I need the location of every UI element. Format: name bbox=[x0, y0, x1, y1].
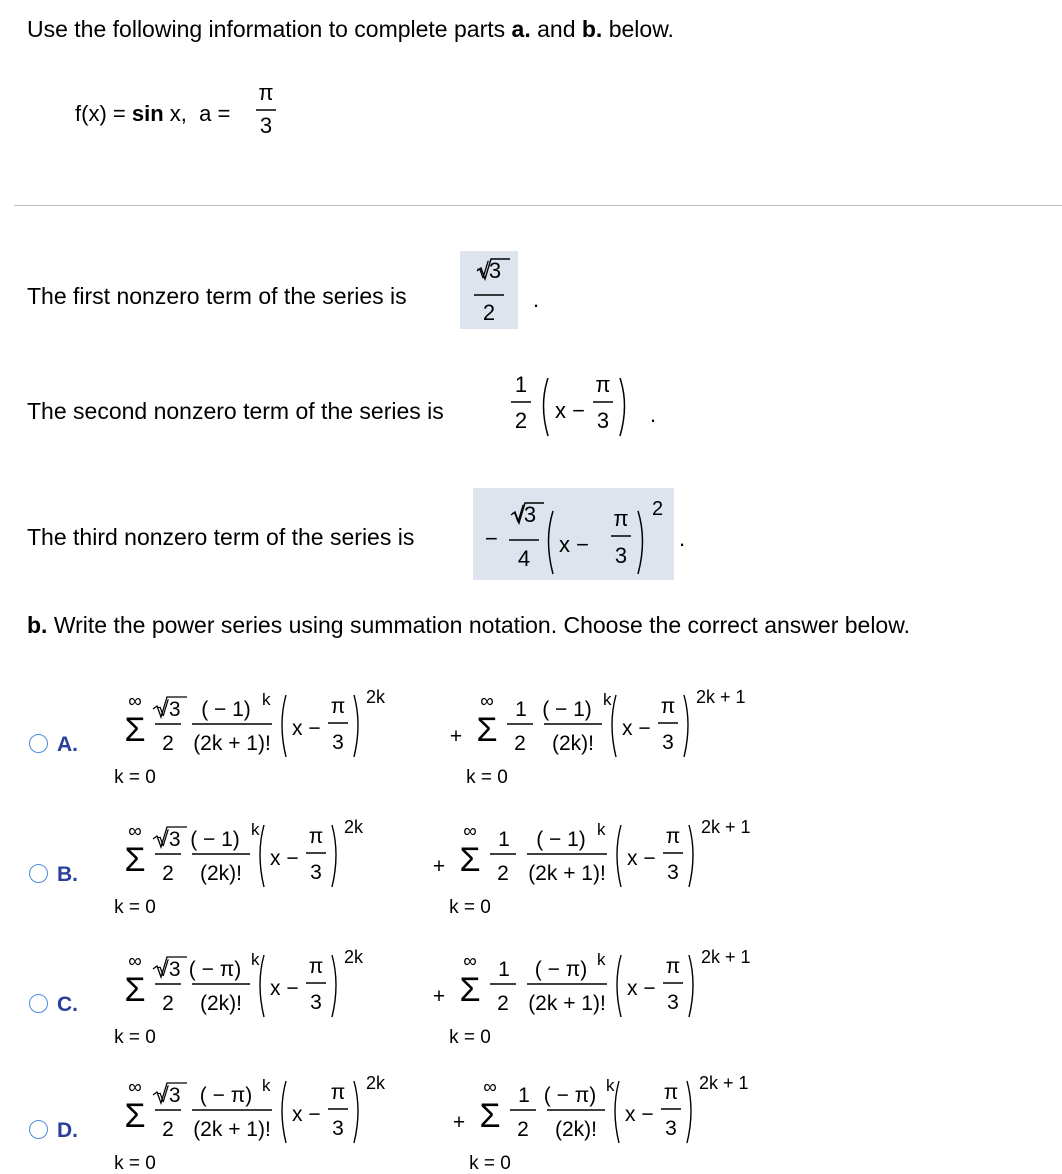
left-paren bbox=[615, 1081, 619, 1143]
term1-numerator: √3 bbox=[476, 258, 502, 283]
x-minus: x − bbox=[292, 717, 321, 740]
option-formula bbox=[0, 947, 940, 1048]
term1-denominator: 2 bbox=[482, 300, 496, 325]
left-paren bbox=[260, 825, 264, 887]
part-b-ref: b. bbox=[581, 16, 603, 42]
three-denominator: 3 bbox=[310, 861, 322, 884]
sum-lower-limit: k = 0 bbox=[469, 1153, 511, 1174]
coef-denominator: 2 bbox=[497, 862, 509, 885]
func-prefix: f(x) = bbox=[75, 101, 132, 126]
part-b-label: b. bbox=[27, 612, 48, 638]
answer-option-c[interactable] bbox=[0, 947, 1062, 1048]
coef-numerator: 1 bbox=[514, 372, 528, 397]
part-b-text: Write the power series using summation notation. Choose the correct answer below. bbox=[47, 612, 910, 638]
power-exponent: 2k bbox=[366, 687, 386, 707]
x-minus: x − bbox=[627, 847, 656, 870]
coef-numerator: 1 bbox=[498, 958, 510, 981]
power-exponent: 2k bbox=[344, 947, 364, 967]
left-paren bbox=[549, 511, 554, 574]
coef-denominator: 2 bbox=[162, 992, 174, 1015]
coef-denominator: 2 bbox=[514, 732, 526, 755]
option-letter: D. bbox=[57, 1119, 78, 1142]
coef-numerator: √3 bbox=[157, 828, 181, 851]
factor-exponent: k bbox=[262, 690, 271, 709]
instruction bbox=[27, 18, 674, 41]
divider bbox=[14, 205, 1062, 206]
a-denominator: 3 bbox=[259, 113, 273, 138]
right-paren bbox=[332, 825, 336, 887]
option-formula bbox=[0, 817, 940, 918]
left-paren bbox=[612, 695, 616, 757]
func-suffix: x, a = bbox=[163, 101, 237, 126]
factor-denominator: (2k)! bbox=[200, 862, 242, 885]
pi-numerator: π bbox=[330, 695, 346, 718]
term3-label: The third nonzero term of the series is bbox=[27, 524, 415, 550]
coef-numerator: √3 bbox=[157, 958, 181, 981]
factor-numerator: ( − 1) bbox=[536, 828, 586, 851]
sum-lower-limit: k = 0 bbox=[466, 767, 508, 788]
three-denominator: 3 bbox=[665, 1117, 677, 1140]
factor-exponent: k bbox=[262, 1076, 271, 1095]
three-denominator: 3 bbox=[667, 861, 679, 884]
sigma-symbol: Σ bbox=[124, 971, 146, 1009]
sum-lower-limit: k = 0 bbox=[114, 1153, 156, 1174]
coef-numerator: 1 bbox=[498, 828, 510, 851]
sum-lower-limit: k = 0 bbox=[114, 897, 156, 918]
instruction-text: Use the following information to complete parts bbox=[27, 16, 512, 42]
factor-exponent: k bbox=[606, 1076, 615, 1095]
pi-numerator: π bbox=[595, 372, 611, 397]
three-denominator: 3 bbox=[310, 991, 322, 1014]
pi-numerator: π bbox=[663, 1081, 679, 1104]
right-paren bbox=[684, 695, 688, 757]
pi-numerator: π bbox=[665, 955, 681, 978]
option-letter: C. bbox=[57, 993, 78, 1016]
coef-denominator: 4 bbox=[517, 546, 531, 571]
factor-denominator: (2k + 1)! bbox=[528, 992, 606, 1015]
factor-denominator: (2k + 1)! bbox=[193, 1118, 271, 1141]
left-paren bbox=[617, 955, 621, 1017]
answer-option-d[interactable] bbox=[0, 1073, 1062, 1174]
term2-answer bbox=[505, 370, 635, 442]
sigma-symbol: Σ bbox=[124, 1097, 146, 1135]
factor-exponent: k bbox=[251, 820, 260, 839]
three-denominator: 3 bbox=[614, 543, 628, 568]
func-sin: sin bbox=[131, 101, 164, 126]
exponent-two: 2 bbox=[652, 498, 664, 520]
factor-numerator: ( − π) bbox=[543, 1084, 597, 1107]
sigma-symbol: Σ bbox=[124, 841, 146, 879]
pi-numerator: π bbox=[660, 695, 676, 718]
power-exponent: 2k bbox=[366, 1073, 386, 1093]
term2-label: The second nonzero term of the series is bbox=[27, 398, 444, 424]
power-exponent: 2k + 1 bbox=[701, 817, 751, 837]
sum-upper-limit: ∞ bbox=[128, 951, 142, 972]
left-paren bbox=[282, 695, 286, 757]
factor-denominator: (2k + 1)! bbox=[528, 862, 606, 885]
option-formula bbox=[0, 1073, 940, 1174]
answer-option-b[interactable] bbox=[0, 817, 1062, 918]
sum-upper-limit: ∞ bbox=[128, 1077, 142, 1098]
factor-numerator: ( − 1) bbox=[190, 828, 240, 851]
plus-sign: + bbox=[432, 855, 446, 878]
coef-numerator: √3 bbox=[157, 698, 181, 721]
term1-label: The first nonzero term of the series is bbox=[27, 283, 407, 309]
sum-upper-limit: ∞ bbox=[128, 691, 142, 712]
a-numerator: π bbox=[258, 80, 274, 105]
coef-denominator: 2 bbox=[162, 732, 174, 755]
x-minus: x − bbox=[555, 398, 585, 423]
sum-upper-limit: ∞ bbox=[480, 691, 494, 712]
left-paren bbox=[282, 1081, 286, 1143]
right-paren bbox=[689, 955, 693, 1017]
coef-denominator: 2 bbox=[162, 1118, 174, 1141]
factor-denominator: (2k)! bbox=[200, 992, 242, 1015]
sigma-symbol: Σ bbox=[476, 711, 498, 749]
power-exponent: 2k + 1 bbox=[699, 1073, 749, 1093]
x-minus: x − bbox=[625, 1103, 654, 1126]
option-formula bbox=[0, 687, 940, 788]
factor-denominator: (2k + 1)! bbox=[193, 732, 271, 755]
pi-numerator: π bbox=[665, 825, 681, 848]
sum-upper-limit: ∞ bbox=[128, 821, 142, 842]
sigma-symbol: Σ bbox=[124, 711, 146, 749]
coef-numerator: √3 bbox=[157, 1084, 181, 1107]
option-letter: B. bbox=[57, 863, 78, 886]
factor-numerator: ( − 1) bbox=[542, 698, 592, 721]
x-minus: x − bbox=[622, 717, 651, 740]
left-paren bbox=[544, 378, 549, 436]
sigma-symbol: Σ bbox=[459, 841, 481, 879]
part-a-ref: a. bbox=[511, 16, 531, 42]
part-b-prompt bbox=[27, 614, 910, 637]
sum-upper-limit: ∞ bbox=[463, 951, 477, 972]
sum-lower-limit: k = 0 bbox=[114, 767, 156, 788]
x-minus: x − bbox=[559, 532, 589, 557]
coef-denominator: 2 bbox=[497, 992, 509, 1015]
instruction-text-mid: and bbox=[530, 16, 582, 42]
right-paren bbox=[354, 1081, 358, 1143]
three-denominator: 3 bbox=[662, 731, 674, 754]
coef-denominator: 2 bbox=[517, 1118, 529, 1141]
term3-period: . bbox=[679, 526, 686, 551]
answer-option-a[interactable] bbox=[0, 687, 1062, 788]
sigma-symbol: Σ bbox=[459, 971, 481, 1009]
term3-answer bbox=[473, 488, 674, 580]
plus-sign: + bbox=[452, 1111, 466, 1134]
factor-numerator: ( − π) bbox=[188, 958, 242, 981]
three-denominator: 3 bbox=[596, 408, 610, 433]
pi-numerator: π bbox=[308, 825, 324, 848]
plus-sign: + bbox=[449, 725, 463, 748]
right-paren bbox=[354, 695, 358, 757]
coef-denominator: 2 bbox=[162, 862, 174, 885]
power-exponent: 2k bbox=[344, 817, 364, 837]
factor-exponent: k bbox=[597, 820, 606, 839]
sum-lower-limit: k = 0 bbox=[114, 1027, 156, 1048]
option-letter: A. bbox=[57, 733, 78, 756]
sigma-symbol: Σ bbox=[479, 1097, 501, 1135]
x-minus: x − bbox=[270, 847, 299, 870]
right-paren bbox=[332, 955, 336, 1017]
sum-upper-limit: ∞ bbox=[483, 1077, 497, 1098]
power-exponent: 2k + 1 bbox=[701, 947, 751, 967]
left-paren bbox=[260, 955, 264, 1017]
coef-denominator: 2 bbox=[514, 408, 528, 433]
factor-denominator: (2k)! bbox=[555, 1118, 597, 1141]
pi-numerator: π bbox=[613, 506, 629, 531]
sum-lower-limit: k = 0 bbox=[449, 1027, 491, 1048]
term1-period: . bbox=[533, 287, 540, 312]
pi-numerator: π bbox=[330, 1081, 346, 1104]
given-a-fraction bbox=[256, 78, 280, 148]
sum-upper-limit: ∞ bbox=[463, 821, 477, 842]
pi-numerator: π bbox=[308, 955, 324, 978]
coef-numerator: 1 bbox=[515, 698, 527, 721]
x-minus: x − bbox=[627, 977, 656, 1000]
three-denominator: 3 bbox=[332, 1117, 344, 1140]
plus-sign: + bbox=[432, 985, 446, 1008]
sum-lower-limit: k = 0 bbox=[449, 897, 491, 918]
factor-numerator: ( − 1) bbox=[201, 698, 251, 721]
three-denominator: 3 bbox=[667, 991, 679, 1014]
right-paren bbox=[638, 511, 643, 574]
right-paren bbox=[620, 378, 625, 436]
x-minus: x − bbox=[270, 977, 299, 1000]
term2-period: . bbox=[650, 402, 657, 427]
right-paren bbox=[689, 825, 693, 887]
factor-numerator: ( − π) bbox=[199, 1084, 253, 1107]
instruction-text-end: below. bbox=[602, 16, 674, 42]
factor-exponent: k bbox=[597, 950, 606, 969]
right-paren bbox=[687, 1081, 691, 1143]
factor-exponent: k bbox=[251, 950, 260, 969]
factor-exponent: k bbox=[603, 690, 612, 709]
coef-numerator: √3 bbox=[511, 502, 537, 527]
coef-numerator: 1 bbox=[518, 1084, 530, 1107]
negative-sign: − bbox=[485, 526, 498, 551]
left-paren bbox=[617, 825, 621, 887]
x-minus: x − bbox=[292, 1103, 321, 1126]
three-denominator: 3 bbox=[332, 731, 344, 754]
given-function bbox=[75, 103, 236, 125]
term1-answer bbox=[460, 251, 518, 329]
power-exponent: 2k + 1 bbox=[696, 687, 746, 707]
factor-numerator: ( − π) bbox=[534, 958, 588, 981]
factor-denominator: (2k)! bbox=[552, 732, 594, 755]
